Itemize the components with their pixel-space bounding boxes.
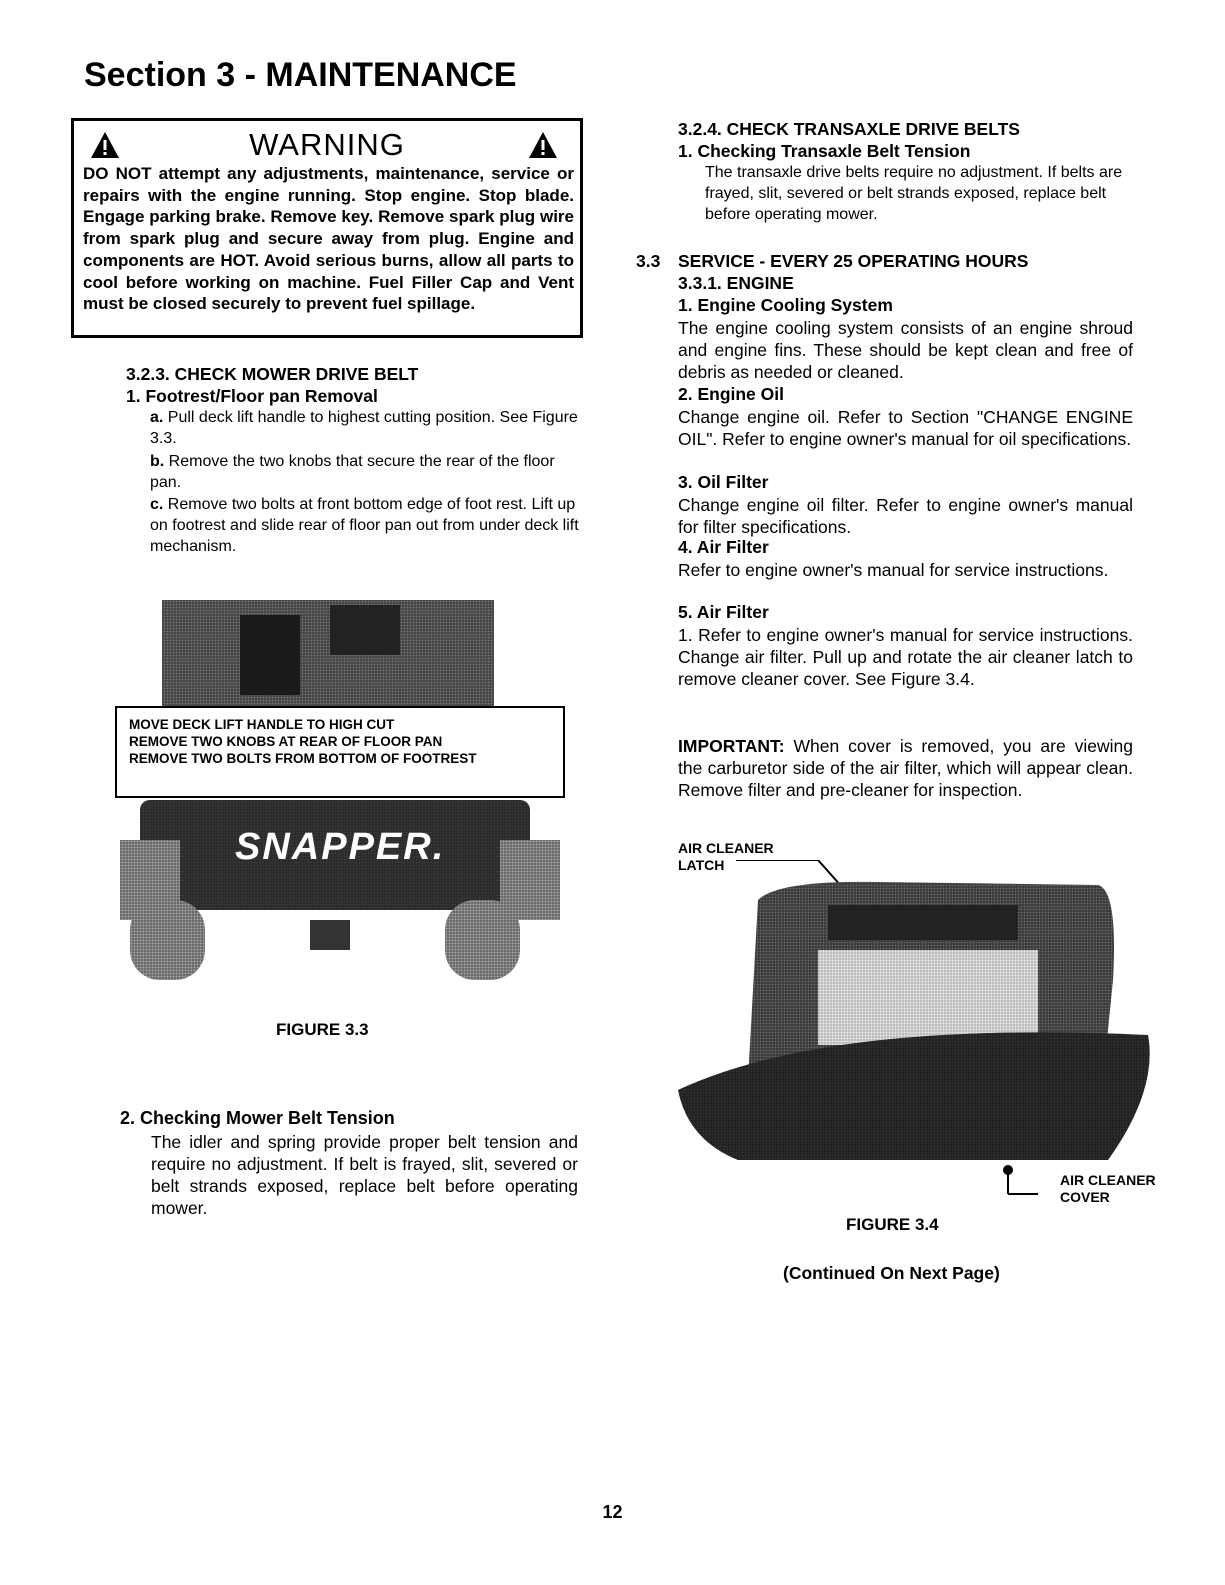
item-heading: 1. Engine Cooling System [678,295,893,315]
transaxle-text: The transaxle drive belts require no adjustment. If belts are frayed, slit, severed or belt strands exposed, replace belt before operating mower. [705,164,1123,223]
item-text: Change engine oil. Refer to Section "CHANGE ENGINE OIL". Refer to engine owner's manual for oil specifications. [678,407,1133,449]
item-text: Change engine oil filter. Refer to engine owner's manual for filter specifications. [678,495,1133,537]
heading-mower-belt-tension: 2. Checking Mower Belt Tension [120,1108,395,1128]
heading-footrest: 1. Footrest/Floor pan Removal [126,386,378,406]
warning-text: DO NOT attempt any adjustments, maintenance, service or repairs with the engine running. Stop engine. Stop blade. Engage parking brake. Remove key. Remove spark plug wire from spark plug and secure away from plug. Engine and components are HOT. Avoid serious burns, allow all parts to cool before working on machine. Fuel Filler Cap and Vent must be closed securely to prevent fuel spillage. [83,164,574,314]
heading-331: 3.3.1. ENGINE [678,273,794,293]
warning-box [71,118,583,338]
heading-324: 3.2.4. CHECK TRANSAXLE DRIVE BELTS [678,119,1020,139]
warning-triangle-icon [528,131,558,159]
heading-33: SERVICE - EVERY 25 OPERATING HOURS [678,251,1029,271]
item-text: 1. Refer to engine owner's manual for service instructions. Change air filter. Pull up and rotate the air cleaner latch to remove cleaner cover. See Figure 3.4. [678,625,1133,689]
mower-belt-tension-text: The idler and spring provide proper belt tension and require no adjustment. If belt is frayed, slit, severed or belt strands exposed, replace belt before operating mower. [151,1132,578,1218]
item-heading: 3. Oil Filter [678,472,769,492]
item-heading: 2. Engine Oil [678,384,784,404]
figure-3-3-callout-box [115,706,565,798]
heading-323: 3.2.3. CHECK MOWER DRIVE BELT [126,364,419,384]
callout-line: MOVE DECK LIFT HANDLE TO HIGH CUT [129,717,395,732]
item-heading: 5. Air Filter [678,602,769,622]
callout-line: REMOVE TWO KNOBS AT REAR OF FLOOR PAN [129,734,443,749]
step-b: b. Remove the two knobs that secure the rear of the floor pan. [150,453,555,491]
heading-transaxle-tension: 1. Checking Transaxle Belt Tension [678,141,971,161]
important-note: IMPORTANT: When cover is removed, you are viewing the carburetor side of the air filter, which will appear clean. Remove filter and pre-cleaner for inspection. [678,736,1133,800]
section-number-33: 3.3 [636,251,661,271]
snapper-logo: SNAPPER. [235,826,446,868]
warning-title: WARNING [249,127,405,162]
continued-note: (Continued On Next Page) [783,1263,1000,1283]
step-c: c. Remove two bolts at front bottom edge of foot rest. Lift up on footrest and slide rear of floor pan out from under deck lift mechanism. [150,496,579,555]
figure-3-4-photo [678,860,1168,1205]
item-heading: 4. Air Filter [678,537,769,557]
callout-line: REMOVE TWO BOLTS FROM BOTTOM OF FOOTREST [129,751,477,766]
item-text: The engine cooling system consists of an engine shroud and engine fins. These should be kept clean and free of debris as needed or cleaned. [678,318,1133,382]
figure-3-4-caption: FIGURE 3.4 [846,1215,939,1234]
latch-callout: AIR CLEANER LATCH [678,840,774,873]
section-title: Section 3 - MAINTENANCE [84,56,517,94]
cover-callout: AIR CLEANER COVER [1060,1172,1156,1205]
step-a: a. Pull deck lift handle to highest cutting position. See Figure 3.3. [150,409,578,447]
page-number: 12 [602,1502,623,1522]
figure-3-3-caption: FIGURE 3.3 [276,1020,369,1039]
item-text: Refer to engine owner's manual for service instructions. [678,560,1109,580]
